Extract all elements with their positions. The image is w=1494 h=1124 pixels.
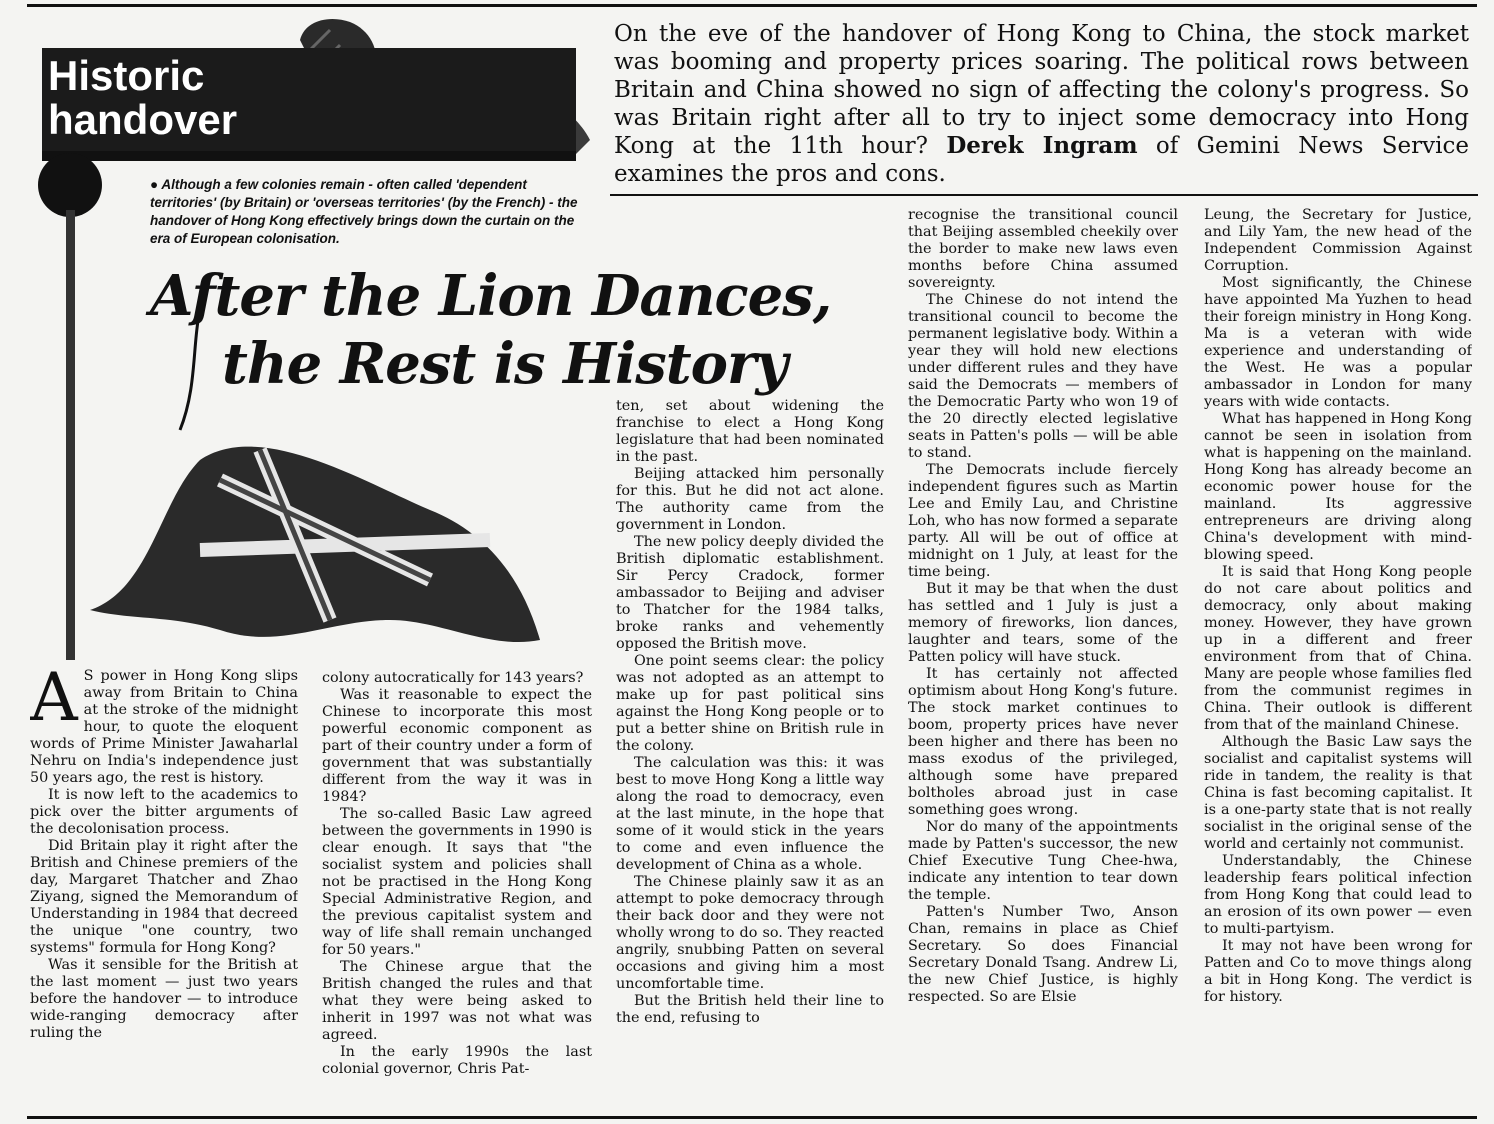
paragraph: The Chinese argue that the British changed the rules and that what they were being asked to inherit in 1997 was not what was agreed.	[322, 959, 592, 1043]
article-column-1	[30, 668, 298, 1114]
caption-text: Although a few colonies remain - often called 'dependent territories' (by Britain) or 'overseas territories' (by the French) - the handover of Hong Kong effectively brings down the curtain on the era of European colonisation.	[150, 177, 578, 246]
photo-caption	[150, 176, 580, 248]
paragraph: But the British held their line to the end, refusing to	[616, 993, 884, 1026]
article-column-3	[616, 398, 884, 1114]
paragraph: The so-called Basic Law agreed between the governments in 1990 is clear enough. It says that "the socialist system and policies shall not be practised in the Hong Kong Special Administrative Region, and the previous capitalist system and way of life shall remain unchanged for 50 years."	[322, 806, 592, 958]
paragraph: The calculation was this: it was best to move Hong Kong a little way along the road to democracy, even at the last minute, in the hope that some of it would stick in the years to come and even influence the development of China as a whole.	[616, 755, 884, 873]
drop-cap: A	[30, 668, 78, 736]
paragraph: recognise the transitional council that Beijing assembled cheekily over the border to make new laws even months before China assumed sovereignty.	[908, 207, 1178, 291]
standfirst-text: On the eve of the handover of Hong Kong to China, the stock market was booming and property prices soaring. The political rows between Britain and China showed no sign of affecting the colony's progress. So was Britain right after all to try to inject some democracy into Hong Kong at the 11th hour?	[614, 21, 1469, 159]
paragraph: The Democrats include fiercely independent figures such as Martin Lee and Emily Lau, and Christine Loh, who has now formed a separate party. All will be out of office at midnight on 1 July, at least for the time being.	[908, 462, 1178, 580]
paragraph: It may not have been wrong for Patten and Co to move things along a bit in Hong Kong. The verdict is for history.	[1204, 938, 1472, 1005]
paragraph: What has happened in Hong Kong cannot be seen in isolation from what is happening on the mainland. Hong Kong has already become an economic power house for the mainland. Its aggressive entrepreneurs are driving along China's development with mind-blowing speed.	[1204, 411, 1472, 563]
paragraph: Most significantly, the Chinese have appointed Ma Yuzhen to head their foreign ministry in Hong Kong. Ma is a veteran with wide experience and understanding of the West. He was a popular ambassador in London for many years with wide contacts.	[1204, 275, 1472, 410]
standfirst	[614, 20, 1469, 188]
top-rule	[27, 4, 1477, 7]
bottom-rule	[27, 1116, 1477, 1119]
headline-line-2: the Rest is History	[222, 331, 788, 397]
paragraph: It has certainly not affected optimism about Hong Kong's future. The stock market continues to boom, property prices have never been higher and there has been no mass exodus of the privileged, although some have prepared boltholes abroad just in case something goes wrong.	[908, 666, 1178, 818]
article-column-2	[322, 670, 592, 1114]
paragraph: Nor do many of the appointments made by Patten's successor, the new Chief Executive Tung Chee-hwa, indicate any intention to tear down the temple.	[908, 819, 1178, 903]
paragraph: A S power in Hong Kong slips away from Britain to China at the stroke of the midnight hour, to quote the eloquent words of Prime Minister Jawaharlal Nehru on India's independence just 50 years ago, the rest is history.	[30, 668, 298, 786]
kicker-line-2: handover	[48, 96, 238, 143]
paragraph: Understandably, the Chinese leadership fears political infection from Hong Kong that could lead to an erosion of its own power — even to multi-partyism.	[1204, 853, 1472, 937]
paragraph: Did Britain play it right after the British and Chinese premiers of the day, Margaret Thatcher and Zhao Ziyang, signed the Memorandum of Understanding in 1984 that decreed the unique "one country, two systems" formula for Hong Kong?	[30, 838, 298, 956]
paragraph: Although the Basic Law says the socialist and capitalist systems will ride in tandem, the reality is that China is fast becoming capitalist. It is a one-party state that is not really socialist in the original sense of the world and certainly not communist.	[1204, 734, 1472, 852]
paragraph: In the early 1990s the last colonial governor, Chris Pat-	[322, 1044, 592, 1077]
paragraph: Beijing attacked him personally for this. But he did not act alone. The authority came from the government in London.	[616, 466, 884, 533]
kicker-line-1: Historic	[48, 52, 205, 99]
paragraph: Patten's Number Two, Anson Chan, remains in place as Chief Secretary. So does Financial Secretary Donald Tsang. Andrew Li, the new Chief Justice, is highly respected. So are Elsie	[908, 904, 1178, 1005]
paragraph: It is said that Hong Kong people do not care about politics and democracy, only about making money. However, they have grown up in a different and freer environment from that of China. Many are people whose families fled from the communist regimes in China. Their outlook is different from that of the mainland Chinese.	[1204, 564, 1472, 733]
article-column-5	[1204, 207, 1472, 1114]
bullet-icon: ●	[150, 177, 159, 192]
standfirst-text-end: of Gemini News Service examines the pros and cons.	[614, 133, 1469, 187]
paragraph: But it may be that when the dust has settled and 1 July is just a memory of fireworks, lion dances, laughter and tears, some of the Patten policy will have stuck.	[908, 581, 1178, 665]
paragraph: It is now left to the academics to pick over the bitter arguments of the decolonisation process.	[30, 787, 298, 837]
paragraph: ten, set about widening the franchise to elect a Hong Kong legislature that had been nominated in the past.	[616, 398, 884, 465]
article-column-4	[908, 207, 1178, 1114]
headline	[150, 262, 870, 398]
paragraph: Was it sensible for the British at the last moment — just two years before the handover — to introduce wide-ranging democracy after ruling the	[30, 957, 298, 1041]
paragraph: colony autocratically for 143 years?	[322, 670, 584, 686]
paragraph: The new policy deeply divided the British diplomatic establishment. Sir Percy Cradock, former ambassador to Beijing and adviser to Thatcher for the 1984 talks, broke ranks and vehemently opposed the British move.	[616, 534, 884, 652]
paragraph: The Chinese plainly saw it as an attempt to poke democracy through their back door and they were not wholly wrong to do so. They reacted angrily, snubbing Patten on several occasions and giving him a most uncomfortable time.	[616, 874, 884, 992]
author-name: Derek Ingram	[946, 132, 1138, 159]
headline-line-1: After the Lion Dances,	[150, 263, 832, 329]
paragraph: Was it reasonable to expect the Chinese to incorporate this most powerful economic component as part of their country under a form of government that was substantially different from the way it was in 1984?	[322, 687, 592, 805]
paragraph: One point seems clear: the policy was not adopted as an attempt to make up for past political sins against the Hong Kong people or to put a better shine on British rule in the colony.	[616, 653, 884, 754]
section-kicker	[42, 48, 576, 151]
standfirst-rule	[610, 194, 1478, 196]
paragraph: The Chinese do not intend the transitional council to become the permanent legislative body. Within a year they will hold new elections under different rules and they have said the Democrats — members of the Democratic Party who won 19 of the 20 directly elected legislative seats in Patten's polls — will be able to stand.	[908, 292, 1178, 461]
paragraph: Leung, the Secretary for Justice, and Lily Yam, the new head of the Independent Commission Against Corruption.	[1204, 207, 1472, 274]
